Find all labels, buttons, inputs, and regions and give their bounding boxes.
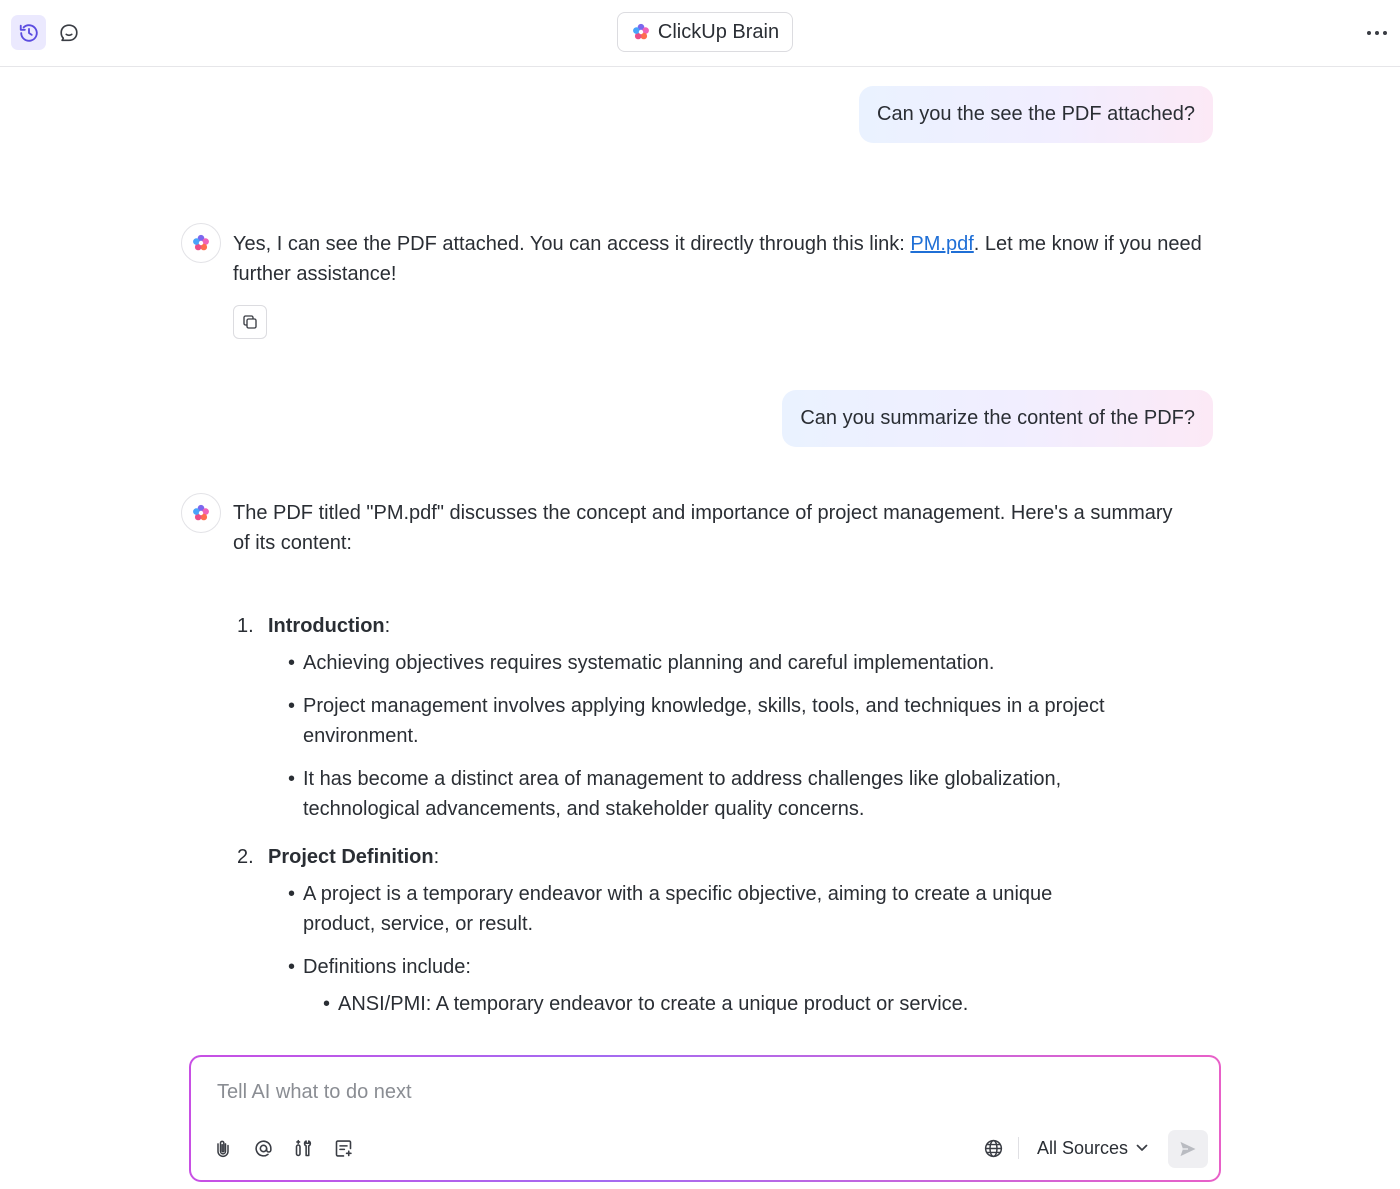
ai-message-text: . Let me know if you need further assistance!	[233, 233, 1202, 285]
clickup-brain-logo-icon	[631, 22, 651, 42]
ai-message-intro: The PDF titled "PM.pdf" discusses the concept and importance of project management. Here's a summary of its content:	[233, 502, 1173, 554]
bullet-text: Definitions include:	[303, 956, 471, 978]
list-item: • Project management involves applying knowledge, skills, tools, and techniques in a project	[288, 695, 1105, 717]
paperclip-icon	[213, 1138, 233, 1158]
history-icon	[18, 22, 40, 44]
bullet-text: Project management involves applying knowledge, skills, tools, and techniques in a project	[303, 695, 1105, 717]
tools-icon	[293, 1138, 314, 1159]
ai-message	[233, 229, 1208, 289]
send-icon	[1178, 1139, 1198, 1159]
list-number: 2.	[237, 846, 254, 868]
user-message-text: Can you summarize the content of the PDF?	[800, 407, 1195, 429]
list-item-continuation	[303, 794, 864, 824]
bullet-text: Achieving objectives requires systematic planning and careful implementation.	[303, 652, 995, 674]
list-item: • It has become a distinct area of management to address challenges like globalization,	[288, 768, 1062, 790]
ai-avatar	[181, 223, 221, 263]
page-title: ClickUp Brain	[657, 20, 780, 43]
new-chat-button[interactable]	[51, 15, 86, 50]
list-item-continuation	[303, 909, 533, 939]
list-item: • Definitions include:	[288, 956, 471, 978]
brain-title-pill[interactable]	[617, 12, 793, 52]
note-button[interactable]	[330, 1135, 356, 1161]
ai-avatar	[181, 493, 221, 533]
chat-bubble-icon	[58, 22, 80, 44]
list-item: • A project is a temporary endeavor with a specific objective, aiming to create a unique	[288, 883, 1053, 905]
copy-icon	[241, 313, 259, 331]
user-message	[782, 390, 1213, 447]
clickup-brain-logo-icon	[191, 233, 211, 253]
bullet-text: product, service, or result.	[303, 913, 534, 935]
bullet-text: It has become a distinct area of management to address challenges like globalization,	[303, 768, 1062, 790]
list-item-continuation	[303, 721, 419, 751]
bullet-text: technological advancements, and stakeholder quality concerns.	[303, 798, 865, 820]
prompt-input[interactable]	[217, 1077, 1117, 1107]
chevron-down-icon	[1136, 1144, 1148, 1152]
globe-icon	[983, 1138, 1004, 1159]
user-message	[859, 86, 1213, 143]
list-item: • ANSI/PMI: A temporary endeavor to create a unique product or service.	[323, 993, 969, 1015]
mention-button[interactable]	[250, 1135, 276, 1161]
more-horizontal-icon	[1366, 30, 1388, 36]
list-item: • Achieving objectives requires systematic planning and careful implementation.	[288, 652, 995, 674]
ai-message-text: Yes, I can see the PDF attached. You can access it directly through this link:	[233, 233, 911, 255]
bullet-text: ANSI/PMI: A temporary endeavor to create a unique product or service.	[338, 993, 969, 1015]
history-button[interactable]	[11, 15, 46, 50]
tools-button[interactable]	[290, 1135, 316, 1161]
bullet-text: A project is a temporary endeavor with a specific objective, aiming to create a unique	[303, 883, 1053, 905]
divider	[1018, 1137, 1019, 1159]
sources-dropdown[interactable]	[1037, 1134, 1148, 1162]
list-number: 1.	[237, 615, 254, 637]
send-button[interactable]	[1168, 1130, 1208, 1168]
composer	[189, 1055, 1221, 1182]
copy-button[interactable]	[233, 305, 267, 339]
bullet-text: environment.	[303, 725, 419, 747]
sources-label: All Sources	[1037, 1137, 1129, 1158]
attach-button[interactable]	[210, 1135, 236, 1161]
composer-box	[191, 1057, 1219, 1180]
top-bar	[0, 0, 1400, 67]
section-heading: Introduction	[268, 615, 385, 637]
user-message-text: Can you the see the PDF attached?	[877, 103, 1195, 125]
more-options-button[interactable]	[1362, 18, 1392, 48]
clickup-brain-logo-icon	[191, 503, 211, 523]
section-heading: Project Definition	[268, 846, 434, 868]
at-mention-icon	[253, 1138, 274, 1159]
web-search-toggle[interactable]	[980, 1135, 1006, 1161]
pdf-link[interactable]: PM.pdf	[910, 233, 974, 255]
note-icon	[333, 1138, 354, 1159]
